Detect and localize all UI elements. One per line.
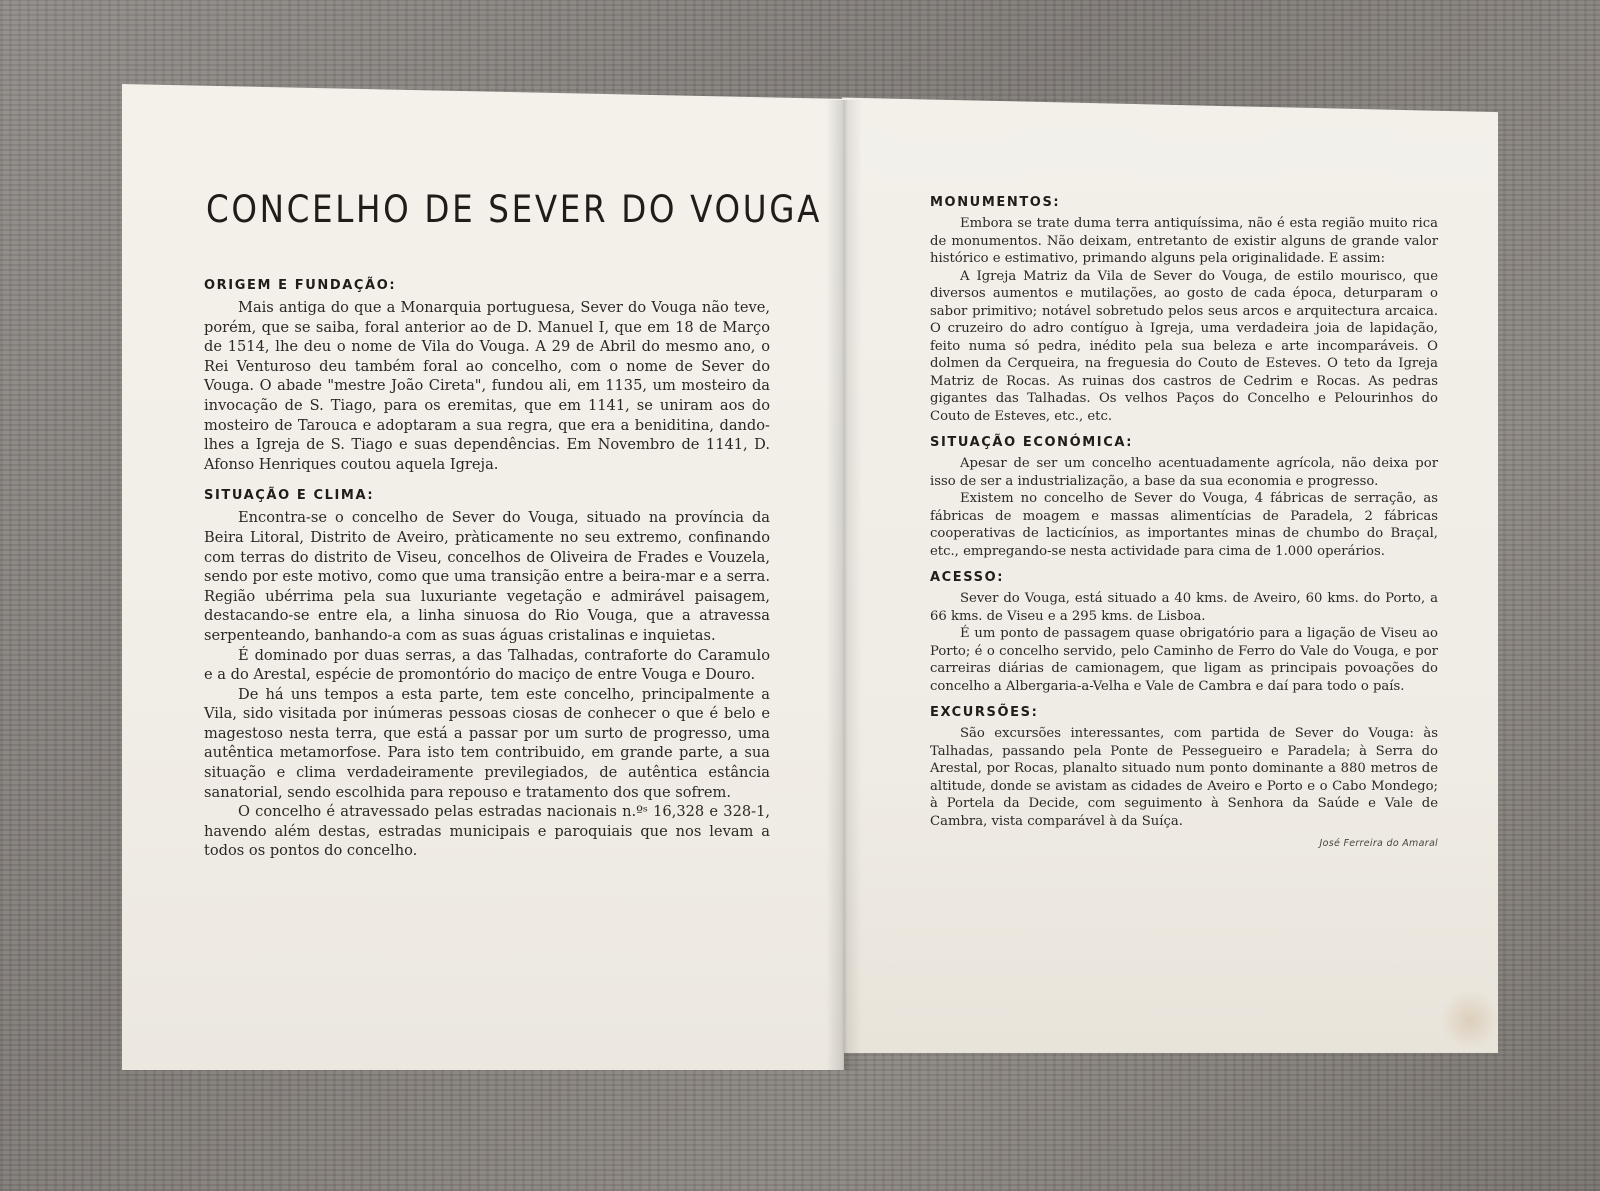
paragraph: Mais antiga do que a Monarquia portuguesa, Sever do Vouga não teve, porém, que se saiba, foral anterior ao de D. Manuel I, que em 18 de Março de 1514, lhe deu o nome de Vila do Vouga. A 29 de Abril do mesmo ano, o Rei Venturoso deu também foral ao concelho, com o nome de Sever do Vouga. O abade "mestre João Cireta", fundou ali, em 1135, um mosteiro da invocação de S. Tiago, para os eremitas, que em 1141, se uniram aos do mosteiro de Tarouca e adoptaram a sua regra, que era a beniditina, dando-lhes a Igreja de S. Tiago e suas dependências. Em Novembro de 1141, D. Afonso Henriques coutou aquela Igreja.: [204, 299, 770, 473]
section-heading-origem: ORIGEM E FUNDAÇÃO:: [204, 278, 397, 293]
paragraph: Encontra-se o concelho de Sever do Vouga, situado na província da Beira Litoral, Distrito de Aveiro, pràticamente no seu extremo, confinando com terras do distrito de Viseu, concelhos de Oliveira de Frades e Vouzela, sendo por este motivo, como que uma transição entre a beira-mar e a serra. Região ubérrima pela sua luxuriante vegetação e admirável paisagem, destacando-se entre ela, a linha sinuosa do Rio Vouga, que a atravessa serpenteando, banhando-a com as suas águas cristalinas e inquietas.: [204, 509, 770, 644]
paragraph: São excursões interessantes, com partida de Sever do Vouga: às Talhadas, passando pela Ponte de Pessegueiro e Paradela; à Serra do Arestal, por Rocas, planalto situado num ponto dominante a 880 metros de altitude, donde se avistam as cidades de Aveiro e Porto e o Cabo Mondego; à Portela da Decide, com seguimento à Senhora da Saúde e Vale de Cambra, vista comparável à da Suíça.: [930, 726, 1438, 829]
paragraph: Apesar de ser um concelho acentuadamente agrícola, não deixa por isso de ser a industrialização, a base da sua economia e progresso.: [930, 456, 1438, 489]
section-heading-monumentos: MONUMENTOS:: [930, 195, 1061, 210]
paragraph: De há uns tempos a esta parte, tem este concelho, principalmente a Vila, sido visitada por inúmeras pessoas ciosas de conhecer o que é belo e magestoso nesta terra, que está a passar por um surto de progresso, uma autêntica metamorfose. Para isto tem contribuido, em grande parte, a sua situação e clima verdadeiramente previlegiados, de autêntica estância sanatorial, sendo escolhida para repouso e tratamento dos que sofrem.: [204, 685, 770, 801]
right-page-text-column: [930, 195, 1438, 849]
section-heading-situacao-economica: SITUAÇÃO ECONÓMICA:: [930, 435, 1134, 450]
paragraph: Sever do Vouga, está situado a 40 kms. de Aveiro, 60 kms. do Porto, a 66 kms. de Viseu e a 295 kms. de Lisboa.: [930, 591, 1438, 624]
document-title: CONCELHO DE SEVER DO VOUGA: [206, 188, 823, 231]
paragraph: É dominado por duas serras, a das Talhadas, contraforte do Caramulo e a do Arestal, espécie de promontório do maciço de entre Vouga e Douro.: [204, 646, 770, 684]
section-heading-excursoes: EXCURSÕES:: [930, 705, 1039, 720]
paragraph: A Igreja Matriz da Vila de Sever do Vouga, de estilo mourisco, que diversos aumentos e mutilações, ao gosto de cada época, deturparam o sabor primitivo; notável sobretudo pelos seus arcos e arquitectura arcaica. O cruzeiro do adro contíguo à Igreja, uma verdadeira joia de lapidação, feito numa só pedra, inédito pela sua beleza e arte incomparáveis. O dolmen da Cerqueira, na freguesia do Couto de Esteves. O teto da Igreja Matriz de Rocas. As ruinas dos castros de Cedrim e Rocas. As pedras gigantes das Talhadas. Os velhos Paços do Concelho e Pelourinhos do Couto de Esteves, etc., etc.: [930, 268, 1438, 424]
paragraph: Existem no concelho de Sever do Vouga, 4 fábricas de serração, as fábricas de moagem e massas alimentícias de Paradela, 2 fábricas cooperativas de lacticínios, as importantes minas de chumbo do Braçal, etc., empregando-se nesta actividade para cima de 1.000 operários.: [930, 491, 1438, 559]
paragraph: Embora se trate duma terra antiquíssima, não é esta região muito rica de monumentos. Não deixam, entretanto de existir alguns de grande valor histórico e estimativo, primando alguns pela originalidade. E assim:: [930, 216, 1438, 266]
author-signature: José Ferreira do Amaral: [1319, 838, 1438, 849]
section-heading-situacao-clima: SITUAÇÃO E CLIMA:: [204, 488, 375, 504]
paragraph: É um ponto de passagem quase obrigatório para a ligação de Viseu ao Porto; é o concelho servido, pelo Caminho de Ferro do Vale do Vouga, e por carreiras diárias de camionagem, que ligam as principais povoações do concelho a Albergaria-a-Velha e Vale de Cambra e daí para todo o país.: [930, 626, 1438, 694]
section-heading-acesso: ACESSO:: [930, 570, 1005, 585]
paragraph: O concelho é atravessado pelas estradas nacionais n.ºˢ 16,328 e 328-1, havendo além destas, estradas municipais e paroquiais que nos levam a todos os pontos do concelho.: [204, 803, 770, 860]
left-page-text-column: [204, 272, 770, 861]
